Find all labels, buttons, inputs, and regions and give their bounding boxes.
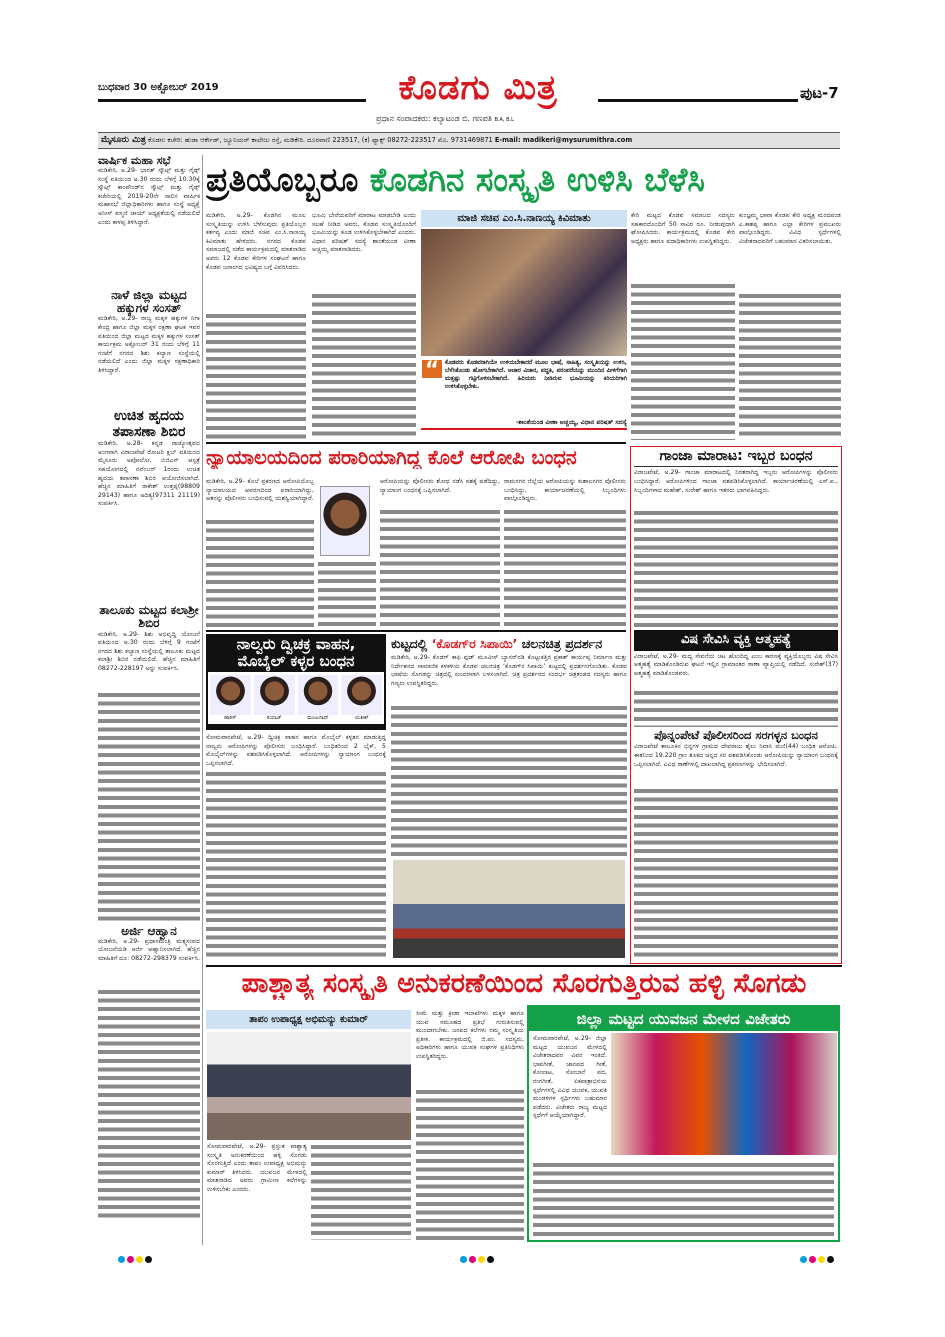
divider — [206, 965, 842, 967]
column-divider — [202, 155, 203, 1245]
village-event-photo — [207, 1032, 411, 1140]
brief: ತಾಲೂಕು ಮಟ್ಟದ ಕಲಾಶ್ರೀ ಶಿಬಿರ ಮಡಿಕೇರಿ, ಅ.29- ಶಿಶು ಅಭಿವೃದ್ಧಿ ಯೋಜನೆ ವತಿಯಿಂದ ಅ.30 ರಂದು ಬೆಳಿಗ್ಗೆ 9 ಗಂಟೆಗೆ ನಗರದ ಶಿಶು ಕಲ್ಯಾಣ ಸಂಸ್ಥೆಯಲ್ಲಿ ತಾಲೂಕು ಮಟ್ಟದ ಕಲಾಶ್ರೀ ಶಿಬಿರ ನಡೆಯಲಿದೆ. ಹೆಚ್ಚಿನ ಮಾಹಿತಿಗೆ 08272-228197 ಅನ್ನು ಸಂಪರ್ಕಿಸಿ. — [98, 604, 200, 920]
lead-body-col2: ಭೂಮಿ ಬೇರೆಯವರಿಗೆ ಮಾರಾಟ ಮಾಡಬೇಡಿ ಎಂದು ಸಲಹೆ ನೀಡಿದ ಅವರು, ಕೊಡವ ಸಂಸ್ಕೃತಿಯೊಂದಿಗೆ ಭೂಮಿಯನ್ನು ಕೂಡ ಉಳಿಸಿಕೊಳ್ಳಬೇಕಾಗಿದೆ ಎಂದರು. ವಿಧಾನ ಪರಿಷತ್ ಸದಸ್ಯೆ ಶಾಂತೆಯಂಡ ವೀಣಾ ಅಚ್ಚಯ್ಯ ಮಾತನಾಡಿದರು. — [312, 212, 416, 440]
accused-photo — [254, 675, 295, 715]
accused-photo — [298, 675, 339, 715]
court-body-col3: ಆರೋಪಿಯನ್ನು ಪೊಲೀಸರು ಶೋಧ ನಡೆಸಿ ವಶಕ್ಕೆ ಪಡೆದಿದ್ದು, ನ್ಯಾಯಾಂಗ ಬಂಧನಕ್ಕೆ ಒಪ್ಪಿಸಲಾಗಿದೆ. — [380, 478, 500, 628]
accused-card: ಯತೀಶ್ — [341, 675, 382, 724]
registration-marks — [800, 1248, 836, 1267]
accused-card: ರಿಯಾಜ್ — [254, 675, 295, 724]
village-subheading: ತಾಪಂ ಉಪಾಧ್ಯಕ್ಷ ಅಭಿಮನ್ಯು ಕುಮಾರ್ — [206, 1010, 411, 1029]
bike-theft-box: ನಾಲ್ವರು ದ್ವಿಚಕ್ರ ವಾಹನ, ಮೊಬೈಲ್ ಕಳ್ಳರ ಬಂಧನ ಹಾರಿಸ್ ರಿಯಾಜ್ ಮಂಜುನಾಥ್ ಯತೀಶ್ — [206, 634, 386, 730]
divider — [206, 630, 626, 632]
divider — [98, 99, 366, 102]
accused-card: ಹಾರಿಸ್ — [210, 675, 251, 724]
masthead — [98, 68, 840, 152]
lead-body-col3: ಕೇರಿ ಮಟ್ಟದ ಕೊಡವ ಸಮಾಜದ ಸದಸ್ಯರು ಸಹಕಾರದೊಂದಿಗೆ 50 ಸಾವಿರ ರೂ. ನೀಡುವುದಾಗಿ ಘೋಷಿಸಿದರು. ಕಾರ್ಯಕ್ರಮದಲ್ಲಿ ಕೊಡವ ಕೇರಿ ಅಧ್ಯಕ್ಷರು ಹಾಗೂ ಪದಾಧಿಕಾರಿಗಳು ಉಪಸ್ಥಿತರಿದ್ದರು. — [631, 212, 735, 440]
brief: ಅರ್ಜಿ ಆಹ್ವಾನ ಮಡಿಕೇರಿ, ಅ.29- ಪ್ರಧಾನಮಂತ್ರಿ ಮತ್ಸ್ಯಸಂಪದ ಯೋಜನೆಯಡಿ ಅರ್ಜಿ ಆಹ್ವಾನಿಸಲಾಗಿದೆ. ಹೆಚ್ಚಿನ ಮಾಹಿತಿಗೆ ದೂ: 08272-298379 ಸಂಪರ್ಕಿಸಿ. — [98, 925, 200, 1218]
village-body-col2 — [311, 1143, 411, 1240]
editor-line: ಪ್ರಧಾನ ಸಂಪಾದಕರು: ಕಲ್ಯಾಟಂಡ ಬಿ. ಗಣಪತಿ B.A, B.L — [376, 114, 514, 123]
village-body-col3: ಸೀಮೆ ಮತ್ತು ಕ್ರೀಡಾ ಇಲಾಖೆಗಳು ಮಕ್ಕಳ ಹಾಗೂ ಯುವ ಸಮೂಹದ ಪ್ರತಿಭೆ ಗುರುತಿಸುವಲ್ಲಿ ಮುಂದಾಗಬೇಕು. ಜನಪದ ಕಲೆಗಳು ನಮ್ಮ ಸಂಸ್ಕೃತಿಯ ಪ್ರತೀಕ. ಕಾರ್ಯಕ್ರಮದಲ್ಲಿ ಜಿ.ಪಂ. ಸದಸ್ಯರು, ಅಧಿಕಾರಿಗಳು ಹಾಗೂ ಯುವಕ ಸಂಘಗಳ ಪ್ರತಿನಿಧಿಗಳು ಉಪಸ್ಥಿತರಿದ್ದರು. — [416, 1010, 524, 1240]
bike-theft-body: ಸೋಮವಾರಪೇಟೆ, ಅ.29- ದ್ವಿಚಕ್ರ ವಾಹನ ಹಾಗೂ ಮೊಬೈಲ್ ಕಳ್ಳತನ ಮಾಡುತ್ತಿದ್ದ ನಾಲ್ವರು ಆರೋಪಿಗಳನ್ನು ಪೊಲೀಸರು ಬಂಧಿಸಿದ್ದಾರೆ. ಬಂಧಿತರಿಂದ 2 ಬೈಕ್, 5 ಮೊಬೈಲ್‌ಗಳನ್ನು ವಶಪಡಿಸಿಕೊಳ್ಳಲಾಗಿದೆ. ಆರೋಪಿಗಳನ್ನು ನ್ಯಾಯಾಂಗ ಬಂಧನಕ್ಕೆ ಒಪ್ಪಿಸಲಾಗಿದೆ. — [206, 734, 386, 960]
village-body-col1: ಸೋಮವಾರಪೇಟೆ, ಅ.29- ಪ್ರಸ್ತುತ ಪಾಶ್ಚಾತ್ಯ ಸಂಸ್ಕೃತಿ ಅನುಕರಣೆಯಿಂದ ಹಳ್ಳಿ ಸೊಗಡು ಸೊರಗುತ್ತಿದೆ ಎಂದು ತಾಪಂ ಉಪಾಧ್ಯಕ್ಷ ಅಭಿಮನ್ಯು ಕುಮಾರ್ ತಿಳಿಸಿದರು. ಯುವಜನ ಮೇಳದಲ್ಲಿ ಮಾತನಾಡಿದ ಅವರು ಗ್ರಾಮೀಣ ಕಲೆಗಳನ್ನು ಉಳಿಸಬೇಕು ಎಂದರು. — [207, 1143, 307, 1193]
registration-marks — [460, 1248, 496, 1267]
film-body: ಮಡಿಕೇರಿ, ಅ.29- ಕೊಡಗ್ ಕಾಫಿ ಫುಡ್ ಮೂವೀಸ್ ಬ್ಯಾನರ್‌ನಡಿ ಕೊಟ್ಟುಕತ್ತಿರ ಪ್ರಕಾಶ್ ಕಾರ್ಯಪ್ಪ ನಿರ್ಮಾಣ ಮತ್ತು ನಿರ್ದೇಶನದ ಸಾಮಾಜಿಕ ಕಳಕಳಿಯ ಕೊಡವ ಚಲನಚಿತ್ರ ‘ಕೊಡಗ್‌ರ ಸಿಪಾಯಿ’ ಕುಟ್ಟದಲ್ಲಿ ಪ್ರದರ್ಶನಗೊಂಡಿತು. ಕೊಡವ ಭಾಷೆಯ ಸೊಗಡನ್ನು ಚಿತ್ರದಲ್ಲಿ ಸುಂದರವಾಗಿ ಬಳಸಲಾಗಿದೆ. ಚಿತ್ರ ಪ್ರದರ್ಶನದ ಸಂದರ್ಭ ಚಿತ್ರತಂಡದ ಸದಸ್ಯರು ಹಾಗೂ ಗಣ್ಯರು ಉಪಸ್ಥಿತರಿದ್ದರು. — [391, 654, 627, 858]
brief: ನಾಳೆ ಜಿಲ್ಲಾ ಮಟ್ಟದ ಹಕ್ಕುಗಳ ಸಂಸತ್ ಮಡಿಕೇರಿ, ಅ.29- ರಾಜ್ಯ ಮಕ್ಕಳ ಹಕ್ಕುಗಳ ನಿಗಾ ಕೇಂದ್ರ ಹಾಗೂ ಜಿಲ್ಲಾ ಮಕ್ಕಳ ರಕ್ಷಣಾ ಘಟಕ ಇವರ ವತಿಯಿಂದ ಜಿಲ್ಲಾ ಮಟ್ಟದ ಮಕ್ಕಳ ಹಕ್ಕುಗಳ ಸಂಸತ್ ಕಾರ್ಯಕ್ರಮ ಅಕ್ಟೋಬರ್ 31 ರಂದು ಬೆಳಿಗ್ಗೆ 11 ಗಂಟೆಗೆ ನಗರದ ಶಿಶು ಕಲ್ಯಾಣ ಸಂಸ್ಥೆಯಲ್ಲಿ ನಡೆಯಲಿದೆ ಎಂದು ಜಿಲ್ಲಾ ಮಕ್ಕಳ ರಕ್ಷಣಾಧಿಕಾರಿ ತಿಳಿಸಿದ್ದಾರೆ. — [98, 288, 200, 375]
registration-marks — [118, 1248, 154, 1267]
lead-photo-box — [421, 210, 627, 440]
page-number: ಪುಟ-7 — [800, 84, 839, 102]
pull-quote: “ ಕೊಡವರು ಕೊಡವರಾಗಿಯೇ ಉಳಿಯಬೇಕಾದರೆ ಮೂಲ ಭಾಷೆ, ಸಾಹಿತ್ಯ, ಸಂಸ್ಕೃತಿಯನ್ನು ಉಳಿಸಿ, ಬೆಳೆಸಿಕೊಂಡು ಹೋಗಬೇಕಾಗಿದೆ. ಆಚಾರ ವಿಚಾರ, ಪದ್ಧತಿ, ಪರಂಪರೆಯನ್ನು ಮುಂದಿನ ಪೀಳಿಗೆಗಾಗಿ ಮತ್ತಷ್ಟು ಗಟ್ಟಿಗೊಳಿಸಬೇಕಾಗಿದೆ. ಹಿರಿಯರು ನೀಡಿರುವ ಭೂಮಿಯನ್ನು ಕಿರಿಯರಿಗಾಗಿ ಉಳಿಸಿಕೊಳ್ಳಬೇಕು. -ಶಾಂತೆಯಂಡ ವೀಣಾ ಅಚ್ಚಯ್ಯ, ವಿಧಾನ ಪರಿಷತ್ ಸದಸ್ಯೆ — [421, 359, 627, 430]
accused-photos-row — [208, 672, 384, 724]
contact-bar: ಮೈಸೂರು ಮಿತ್ರ ಕೊಡಗು ಕಚೇರಿ: ಹುಡಾ ಆರ್ಕೇಡ್, ಜ್ಯೂನಿಯರ್ ಕಾಲೇಜು ರಸ್ತೆ, ಮಡಿಕೇರಿ. ದೂರವಾಣಿ 223517, (ಕ) ಫ್ಯಾಕ್ಸ್ 08272-223517 ಮೊ. 9731469871 E-mail: madikeri@mysurumithra.com — [98, 132, 840, 149]
left-briefs-column — [98, 155, 200, 1245]
film-event-photo — [393, 860, 625, 958]
brief: ವಾರ್ಷಿಕ ಮಹಾ ಸಭೆ ಮಡಿಕೇರಿ, ಅ.29- ಭಾರತ್ ಸ್ಕೌಟ್ಸ್ ಮತ್ತು ಗೈಡ್ಸ್ ಸಂಸ್ಥೆ ವತಿಯಿಂದ ಅ.30 ರಂದು ಬೆಳಿಗ್ಗೆ 10.30ಕ್ಕೆ ಸ್ಕೌಟ್ಸ್ ಕಾಂಪೌಂಡ್‌ನ ಸ್ಕೌಟ್ಸ್ ಮತ್ತು ಗೈಡ್ಸ್ ಕಚೇರಿಯಲ್ಲಿ 2019-20ನೇ ಸಾಲಿನ ವಾರ್ಷಿಕ ಮಹಾಸಭೆ ಜಿಲ್ಲಾಧಿಕಾರಿಗಳು ಹಾಗೂ ಸಂಸ್ಥೆ ಅಧ್ಯಕ್ಷೆ ಅನೀಸ್ ಕಣ್ಮಣಿ ಜಾಯ್ ಅಧ್ಯಕ್ಷತೆಯಲ್ಲಿ ನಡೆಯಲಿದೆ ಎಂದು ಕಾಳಪ್ಪ ತಿಳಿಸಿದ್ದಾರೆ. — [98, 155, 200, 226]
divider — [598, 99, 798, 102]
accused-photo — [341, 675, 382, 715]
quote-icon: “ — [422, 360, 442, 378]
court-body-col4: ರಾಮನಗರ ಜಿಲ್ಲೆಯ ಆರೋಪಿಯನ್ನು ಕುಶಾಲನಗರ ಪೊಲೀಸರು ಬಂಧಿಸಿದ್ದು, ಕಾರ್ಯಾಚರಣೆಯಲ್ಲಿ ಸಿಬ್ಬಂದಿಗಳು ಪಾಲ್ಗೊಂಡಿದ್ದರು. — [504, 478, 626, 628]
film-headline: ಕುಟ್ಟದಲ್ಲಿ ‘ಕೊಡಗ್‌ರ ಸಿಪಾಯಿ’ ಚಲನಚಿತ್ರ ಪ್ರದರ್ಶನ — [391, 636, 603, 651]
court-headline: ನ್ಯಾಯಾಲಯದಿಂದ ಪರಾರಿಯಾಗಿದ್ದ ಕೊಲೆ ಆರೋಪಿ ಬಂಧನ — [206, 446, 577, 469]
newspaper-logo: ಕೊಡಗು ಮಿತ್ರ — [398, 68, 558, 108]
photo-caption-bar: ಮಾಜಿ ಸಚಿವ ಎಂ.ಸಿ.ನಾಣಯ್ಯ ಕಿವಿಮಾತು — [421, 210, 627, 227]
accused-photo — [320, 486, 370, 556]
divider — [206, 442, 626, 444]
youth-fest-box: ಜಿಲ್ಲಾ ಮಟ್ಟದ ಯುವಜನ ಮೇಳದ ವಿಜೇತರು ಸೋಮವಾರಪೇಟೆ, ಅ.29- ಜಿಲ್ಲಾ ಮಟ್ಟದ ಯುವಜನ ಮೇಳದಲ್ಲಿ ವಿಜೇತರಾದವರ ವಿವರ ಇಂತಿದೆ. ಭಾವಗೀತೆ, ಜಾನಪದ ಗೀತೆ, ಕೋಲಾಟ, ಸೋಬಾನೆ ಪದ, ರಂಗಗೀತೆ, ಏಕಪಾತ್ರಾಭಿನಯ ಸ್ಪರ್ಧೆಗಳಲ್ಲಿ ವಿವಿಧ ಯುವಕ, ಯುವತಿ ಮಂಡಳಿಗಳ ಸ್ಪರ್ಧಿಗಳು ಬಹುಮಾನ ಪಡೆದರು. ವಿಜೇತರು ರಾಜ್ಯ ಮಟ್ಟದ ಸ್ಪರ್ಧೆಗೆ ಆಯ್ಕೆಯಾಗಿದ್ದಾರೆ. — [527, 1005, 840, 1242]
lead-body-col4: ಕುಂಜ್ಞಮ್ಮ ಭಾವಾ ಕೊಡವ ಕೇರಿ ಅಧ್ಯಕ್ಷ ಮಂದಪಂಡ ಎ.ಕಾಶಪ್ಪ ಹಾಗೂ ಎಲ್ಲಾ ಕೇರಿಗಳ ಪ್ರಮುಖರು ಪಾಲ್ಗೊಂಡಿದ್ದರು. ವಿವಿಧ ಸ್ಪರ್ಧೆಗಳಲ್ಲಿ ವಿಜೇತರಾದವರಿಗೆ ಬಹುಮಾನ ವಿತರಿಸಲಾಯಿತು. — [739, 212, 841, 440]
accused-card: ಮಂಜುನಾಥ್ — [298, 675, 339, 724]
issue-date: ಬುಧವಾರ 30 ಅಕ್ಟೋಬರ್ 2019 — [98, 82, 219, 93]
court-body-col1: ಮಡಿಕೇರಿ, ಅ.29- ಕೊಲೆ ಪ್ರಕರಣದ ಆರೋಪಿಯೊಬ್ಬ ನ್ಯಾಯಾಲಯದ ಆವರಣದಿಂದ ಪರಾರಿಯಾಗಿದ್ದು, ಆತನನ್ನು ಪೊಲೀಸರು ಬಂಧಿಸುವಲ್ಲಿ ಯಶಸ್ವಿಯಾಗಿದ್ದಾರೆ. — [206, 478, 314, 628]
lead-headline: ಪ್ರತಿಯೊಬ್ಬರೂ ಕೊಡಗಿನ ಸಂಸ್ಕೃತಿ ಉಳಿಸಿ ಬೆಳೆಸಿ — [206, 160, 705, 199]
winners-photo — [611, 1033, 837, 1155]
accused-photo — [210, 675, 251, 715]
lead-body-col1: ಮಡಿಕೇರಿ, ಅ.29- ಕೊಡಗಿನ ಮೂಲ ಸಂಸ್ಕೃತಿಯನ್ನು ಉಳಿಸಿ ಬೆಳೆಸುವುದು ಪ್ರತಿಯೊಬ್ಬರ ಕರ್ತವ್ಯ ಎಂದು ಮಾಜಿ ಸಚಿವ ಎಂ.ಸಿ.ನಾಣಯ್ಯ ಕಿವಿಮಾತು ಹೇಳಿದರು. ನಗರದ ಕೊಡವ ಸಮಾಜದಲ್ಲಿ ನಡೆದ ಕಾರ್ಯಕ್ರಮದಲ್ಲಿ ಮಾತನಾಡಿದ ಅವರು 12 ಕೊಡವ ಕೇರಿಗಳ ಸಂಘಟನೆ ಹಾಗೂ ಕೊಡವ ಜನಾಂಗದ ಭವಿಷ್ಯದ ಬಗ್ಗೆ ವಿವರಿಸಿದರು. — [206, 212, 306, 440]
village-headline: ಪಾಶ್ಚಾತ್ಯ ಸಂಸ್ಕೃತಿ ಅನುಕರಣೆಯಿಂದ ಸೊರಗುತ್ತಿರುವ ಹಳ್ಳಿ ಸೊಗಡು — [241, 968, 807, 999]
brief: ಉಚಿತ ಹೃದಯ ತಪಾಸಣಾ ಶಿಬಿರ ಮಡಿಕೇರಿ, ಅ.28- ಕನ್ನಡ ರಾಜ್ಯೋತ್ಸವದ ಅಂಗವಾಗಿ ವಿರಾಜಪೇಟೆ ರೋಟರಿ ಕ್ಲಬ್ ವತಿಯಿಂದ ಮೈಸೂರು ಅಪೋಲೋ, ಬಿಜಿಎಸ್ ಆಸ್ಪತ್ರೆ ಸಹಯೋಗದಲ್ಲಿ ನವೆಂಬರ್ 1ರಂದು ಉಚಿತ ಹೃದಯ ತಪಾಸಣಾ ಶಿಬಿರ ಆಯೋಜಿಸಲಾಗಿದೆ. ಹೆಚ್ಚಿನ ಮಾಹಿತಿಗೆ ರಾಕೇಶ್ ಉತ್ತಪ್ಪ(98809 29143) ಹಾಗೂ ಅದಿತ್ಯ(97311 21119) ಸಂಪರ್ಕಿಸಿ. — [98, 408, 200, 508]
event-photo — [421, 229, 627, 356]
ganja-story-box: ಗಾಂಜಾ ಮಾರಾಟ: ಇಬ್ಬರ ಬಂಧನ ವಿರಾಜಪೇಟೆ, ಅ.29- ಗಾಂಜಾ ಮಾರಾಟದಲ್ಲಿ ನಿರತರಾಗಿದ್ದ ಇಬ್ಬರು ಆರೋಪಿಗಳನ್ನು ಪೊಲೀಸರು ಬಂಧಿಸಿದ್ದಾರೆ. ಆರೋಪಿಗಳಿಂದ ಗಾಂಜಾ ವಶಪಡಿಸಿಕೊಳ್ಳಲಾಗಿದೆ. ಕಾರ್ಯಾಚರಣೆಯಲ್ಲಿ ಎಸ್.ಐ., ಸಿಬ್ಬಂದಿಗಳಾದ ಮಹೇಶ್, ಸುರೇಶ್ ಹಾಗೂ ಇತರರು ಭಾಗವಹಿಸಿದ್ದರು. ವಿಷ ಸೇವಿಸಿ ವ್ಯಕ್ತಿ ಆತ್ಮಹತ್ಯೆ ವಿರಾಜಪೇಟೆ, ಅ.29- ಮದ್ಯ ಸೇವನೆಯ ಚಟ ಹೊಂದಿದ್ದ ಎಂಬ ಕಾರಣಕ್ಕೆ ವ್ಯಕ್ತಿಯೊಬ್ಬರು ವಿಷ ಸೇವಿಸಿ ಆತ್ಮಹತ್ಯೆ ಮಾಡಿಕೊಂಡಿರುವ ಘಟನೆ ಇಲ್ಲಿನ ಗ್ರಾಮಾಂತರ ಠಾಣಾ ವ್ಯಾಪ್ತಿಯಲ್ಲಿ ನಡೆದಿದೆ. ಸುರೇಶ್(37) ಆತ್ಮಹತ್ಯೆ ಮಾಡಿಕೊಂಡವರು. ಪೊನ್ನಂಪೇಟೆ ಪೊಲೀಸರಿಂದ ಸರಗಳ್ಳನ ಬಂಧನ ವಿರಾಜಪೇಟೆ ತಾಲೂಕಿನ ಭಿನ್ನಗಳ ಗ್ರಾಮದ ದೇವರಾಜು ಶೈಲು ನಿವಾಸಿ ಮಣಿ(44) ಬಂಧಿತ ಆರೋಪಿ. ಈತನಿಂದ 19.220 ಗ್ರಾಂ ತೂಕದ ಚಿನ್ನದ ಸರ ವಶಪಡಿಸಿಕೊಂಡು ಆರೋಪಿಯನ್ನು ನ್ಯಾಯಾಂಗ ಬಂಧನಕ್ಕೆ ಒಪ್ಪಿಸಲಾಗಿದೆ. ವಿವಿಧ ಠಾಣೆಗಳಲ್ಲಿ ದಾಖಲಾಗಿದ್ದ ಪ್ರಕರಣಗಳನ್ನು ಭೇದಿಸಲಾಗಿದೆ. — [630, 446, 842, 964]
court-body-col2 — [318, 560, 376, 628]
